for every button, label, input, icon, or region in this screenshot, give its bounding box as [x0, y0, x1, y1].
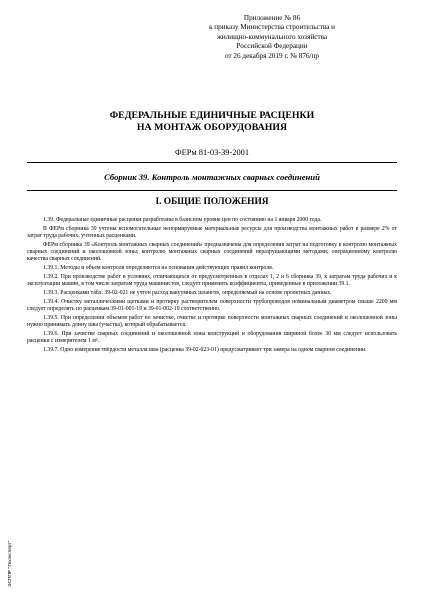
appendix-line: к приказу Министерства строительства и — [208, 23, 335, 32]
paragraph: 1.39.3. Расценками табл. 39-02-021 не учтен расход вакуумных шлангов, определяемый на основе проектных данных. — [43, 289, 332, 296]
collection-heading: Сборник 39. Контроль монтажных сварных соединений — [104, 172, 320, 182]
document-title — [40, 110, 384, 133]
appendix-line: Приложение № 86 — [243, 14, 301, 22]
paragraph: В ФЕРм сборника 39 учтены вспомогательные ненормируемые материальные ресурсы для производства монтажных работ в размере 2% от затрат труда рабочих, учтенных расценками. — [27, 225, 397, 239]
appendix-line: Российской Федерации — [236, 42, 308, 51]
appendix-line: от 26 декабря 2019 г. № 876/пр — [225, 51, 319, 60]
paragraph: 1.39.7. Одно измерение твёрдости металла шва (расценка 39-02-023-01) предусматривает три замера на одном сварном соединении. — [43, 346, 367, 353]
paragraph: ФЕРм сборника 39 «Контроль монтажных сварных соединений» предназначены для определения затрат на подготовку к контролю монтажных сварных соединений и околошовной зоны; контролю монтажных сварных соединений неразрушающими методами; операционному контролю качества сварных соединений. — [27, 241, 397, 263]
side-watermark-text: ЭСППР "Техэксперт" — [8, 540, 13, 587]
appendix-header — [172, 14, 372, 61]
divider-bottom — [27, 190, 397, 191]
paragraph: 1.39.5. При определении объемов работ по зачистке, очистке и протирке поверхности монтажных сварных соединений и околошовной зоны нужно принимать длину шва (участка), который обрабатывается. — [27, 314, 397, 328]
document-code: ФЕРм 81-03-39-2001 — [174, 148, 250, 157]
paragraph: 1.39.2. При производстве работ в условиях, отличающихся от предусмотренных в отделах 1, 2 и 6 сборника 39, к затратам труда рабочих и к эксплуатации машин, в том числе затратам труда машинистов, следует применять коэффициенты, приведенные в приложении 39.1. — [27, 273, 397, 287]
section-heading: I. ОБЩИЕ ПОЛОЖЕНИЯ — [155, 197, 269, 207]
side-watermark — [2, 502, 12, 592]
paragraph: 1.39.4. Очистку металлическими щетками и протирку растворителем поверхности трубопроводов номинальным диаметром свыше 2200 мм следует определять по расценкам 39-01-001-19 и 39-01-002-19 соответственно. — [27, 298, 397, 312]
appendix-line: жилищно-коммунального хозяйства — [216, 32, 328, 41]
paragraph: 1.39.6. При зачистке сварных соединений и околошовной зоны конструкций и оборудования шириной более 30 мм следует использовать расценки с измерителем 1 м². — [27, 330, 397, 344]
paragraph: 1.39.1. Методы и объем контроля определяются на основании действующих правил контроля. — [43, 265, 274, 271]
divider-top — [27, 162, 397, 163]
title-line-1: ФЕДЕРАЛЬНЫЕ ЕДИНИЧНЫЕ РАСЦЕНКИ — [109, 110, 315, 121]
title-line-2: НА МОНТАЖ ОБОРУДОВАНИЯ — [136, 121, 288, 133]
paragraph: 1.39. Федеральные единичные расценки разработаны в базисном уровне цен по состоянию на 1 января 2000 года. — [43, 217, 322, 223]
document-body — [27, 217, 397, 355]
